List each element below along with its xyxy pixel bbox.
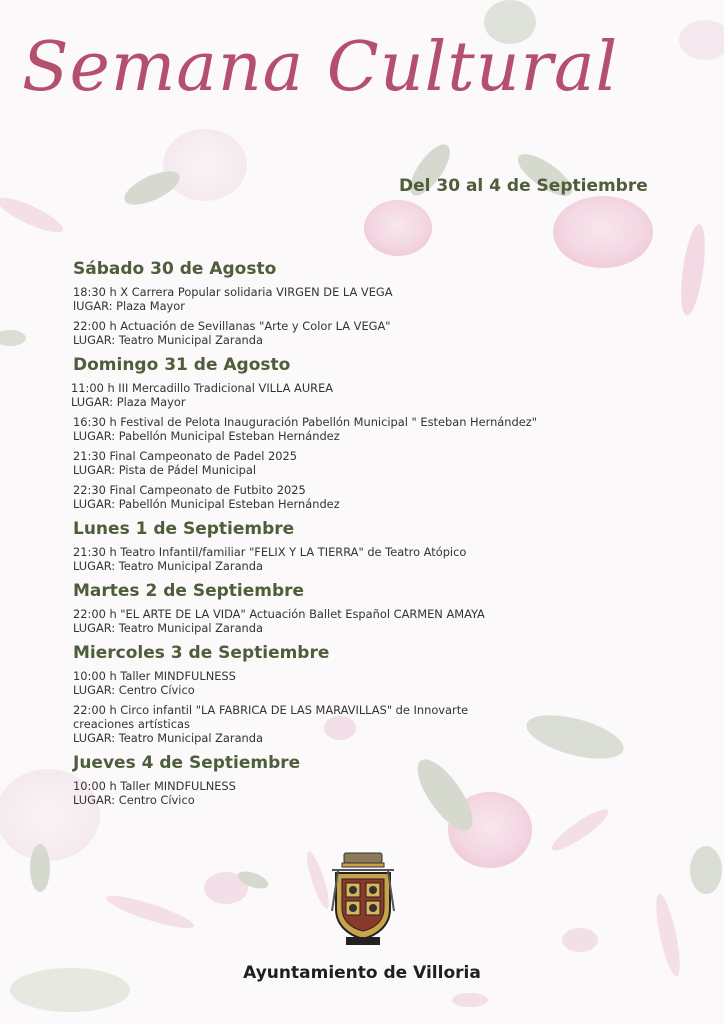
event-place: lUGAR: Plaza Mayor <box>73 299 185 313</box>
day-section <box>72 642 662 745</box>
event-description: 22:00 h Circo infantil "LA FABRICA DE LAS MARAVILLAS" de Innovarte <box>73 703 469 717</box>
event-description: 22:00 h Actuación de Sevillanas "Arte y Color LA VEGA" <box>73 319 391 333</box>
event-description: 18:30 h X Carrera Popular solidaria VIRGEN DE LA VEGA <box>73 285 393 299</box>
program <box>72 258 662 814</box>
event-place: LUGAR: Plaza Mayor <box>71 395 186 409</box>
event-description: 22:30 Final Campeonato de Futbito 2025 <box>73 483 306 497</box>
day-section <box>72 258 662 347</box>
day-section <box>72 580 662 635</box>
event-description: 11:00 h III Mercadillo Tradicional VILLA AUREA <box>71 381 334 395</box>
event-description: 21:30 h Teatro Infantil/familiar "FELIX Y LA TIERRA" de Teatro Atópico <box>73 545 467 559</box>
event <box>73 545 662 573</box>
event <box>73 703 662 745</box>
event <box>73 415 662 443</box>
day-title: Sábado 30 de Agosto <box>73 259 277 279</box>
day-title: Domingo 31 de Agosto <box>73 355 291 375</box>
event-place: LUGAR: Pabellón Municipal Esteban Hernández <box>73 497 340 511</box>
poster-title: Semana Cultural <box>22 28 619 107</box>
event-place: LUGAR: Teatro Municipal Zaranda <box>73 731 263 745</box>
event-place: LUGAR: Pabellón Municipal Esteban Hernández <box>73 429 340 443</box>
day-title: Lunes 1 de Septiembre <box>73 519 295 539</box>
event-place: LUGAR: Centro Cívico <box>73 683 195 697</box>
event <box>73 607 662 635</box>
footer-organizer: Ayuntamiento de Villoria <box>243 963 481 983</box>
event <box>73 483 662 511</box>
event-description: 10:00 h Taller MINDFULNESS <box>73 669 236 683</box>
event-description: 16:30 h Festival de Pelota Inauguración Pabellón Municipal " Esteban Hernández" <box>73 415 537 429</box>
event-place: LUGAR: Teatro Municipal Zaranda <box>73 333 263 347</box>
event-description: 21:30 Final Campeonato de Padel 2025 <box>73 449 298 463</box>
event-place: LUGAR: Teatro Municipal Zaranda <box>73 621 263 635</box>
event-place: LUGAR: Pista de Pádel Municipal <box>73 463 256 477</box>
day-title: Martes 2 de Septiembre <box>73 581 305 601</box>
day-section <box>72 354 662 511</box>
day-title: Jueves 4 de Septiembre <box>73 753 301 773</box>
day-section <box>72 518 662 573</box>
event <box>73 779 662 807</box>
event-description-continued: creaciones artísticas <box>73 717 190 731</box>
event-place: LUGAR: Teatro Municipal Zaranda <box>73 559 263 573</box>
day-title: Miercoles 3 de Septiembre <box>73 643 330 663</box>
date-range: Del 30 al 4 de Septiembre <box>399 176 648 196</box>
event <box>73 285 662 313</box>
event-description: 10:00 h Taller MINDFULNESS <box>73 779 236 793</box>
event-description: 22:00 h "EL ARTE DE LA VIDA" Actuación Ballet Español CARMEN AMAYA <box>73 607 485 621</box>
event <box>73 449 662 477</box>
day-section <box>72 752 662 807</box>
coat-of-arms-icon <box>328 851 398 947</box>
event-place: LUGAR: Centro Cívico <box>73 793 195 807</box>
event <box>73 319 662 347</box>
event <box>73 669 662 697</box>
event <box>71 381 662 409</box>
